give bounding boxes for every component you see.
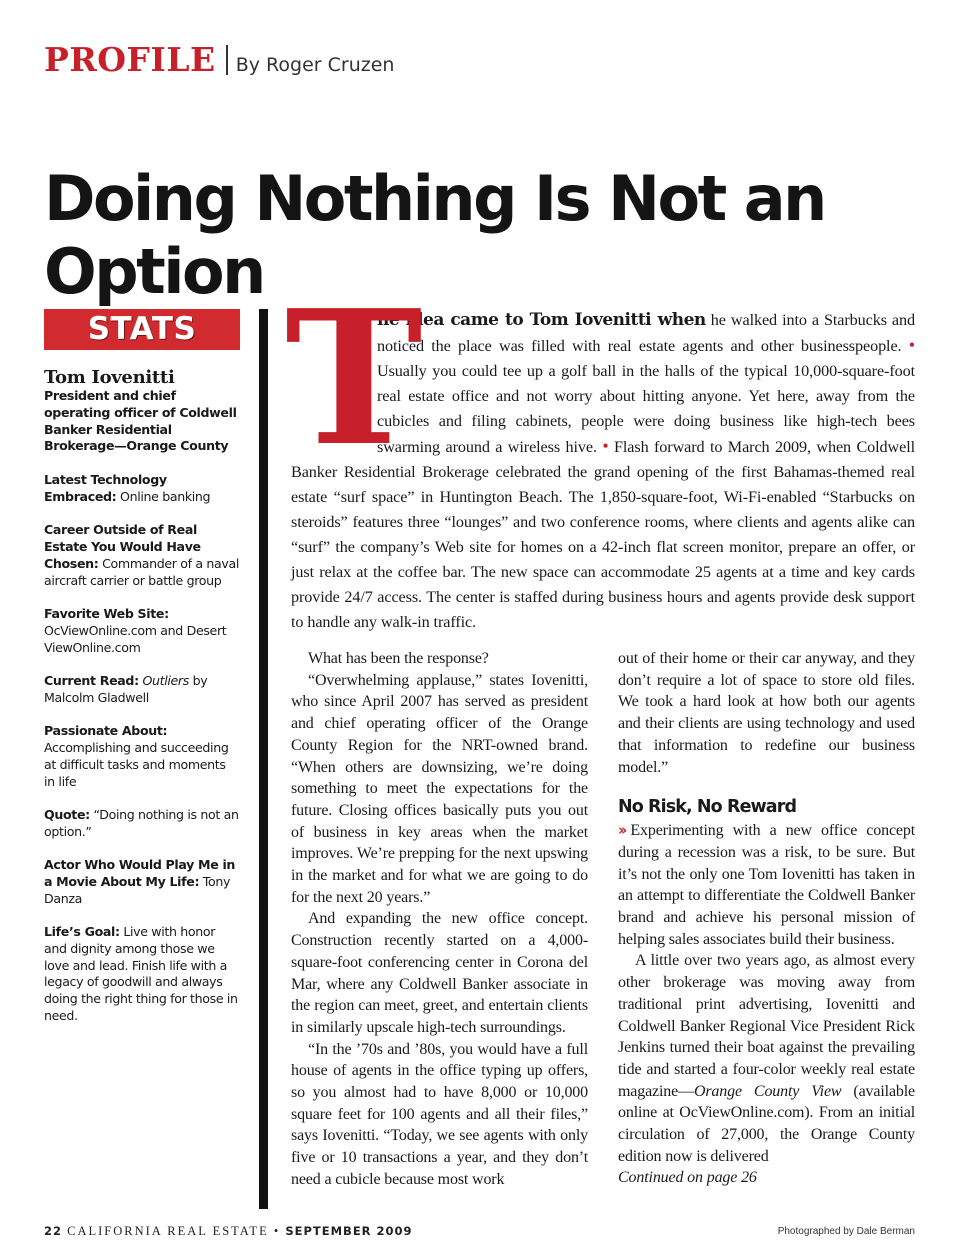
paragraph-text: A little over two years ago, as almost every other brokerage was moving away from traditional print advertising, Iovenitti and Coldwell Banker Regional Vice President Rick Jenkins turned their boat against the prevailing tide and started a four-color weekly real estate magazine— bbox=[618, 952, 915, 1100]
byline: By Roger Cruzen bbox=[235, 54, 395, 76]
headline: Doing Nothing Is Not an Option bbox=[44, 162, 825, 308]
stat-value-italic: Outliers bbox=[142, 672, 189, 688]
lead-text: Usually you could tee up a golf ball in the halls of the typical 10,000-square-foot real estate office and not worry about hitting anyone. Yet here, away from the cubicles and filing cabinets, people were doing business like high-tech bees swarming around a wireless hive. bbox=[377, 362, 915, 456]
paragraph: “Overwhelming applause,” states Iovenitti, who since April 2007 has served as president and chief operating officer of the Orange County Region for the NRT-owned brand. “When others are downsizing, we’re doing something to meet the expectations for the future. Closing offices basically puts you out of business in key areas when the market improves. We’re prepping for the next upswing in the market and for what we are going to do for the next 20 years.” bbox=[291, 671, 588, 906]
folio bbox=[44, 1224, 413, 1239]
folio-dot: • bbox=[273, 1224, 281, 1238]
stat-value: Live with honor and dignity among those we love and lead. Finish life with a legacy of goodwill and always doing the right thing for those in need. bbox=[44, 924, 238, 1024]
stat-value: “Doing nothing is not an option.” bbox=[44, 806, 239, 839]
subhead: No Risk, No Reward bbox=[618, 797, 797, 818]
stat-label: Actor Who Would Play Me in a Movie About My Life: bbox=[44, 857, 236, 889]
drop-cap: T bbox=[285, 269, 423, 487]
stat-item bbox=[44, 673, 240, 707]
vertical-rule bbox=[259, 309, 268, 1209]
stat-value: Accomplishing and succeeding at difficult tasks and moments in life bbox=[44, 739, 229, 789]
bullet-icon: • bbox=[908, 335, 915, 355]
section-header bbox=[44, 40, 394, 80]
stat-item bbox=[44, 522, 240, 589]
photo-credit: Photographed by Dale Berman bbox=[777, 1226, 915, 1237]
stat-label: Life’s Goal: bbox=[44, 924, 120, 940]
stat-label: Career Outside of Real Estate You Would Have Chosen: bbox=[44, 522, 201, 571]
lead-text: Flash forward to March 2009, when Coldwell Banker Residential Brokerage celebrated the grand opening of the first Bahamas-themed real estate “surf space” in Huntington Beach. The 1,850-square-foot, Wi-Fi-enabled “Starbucks on steroids” features three “lounges” and two conference rooms, where clients and agents alike can “surf” the company’s Web site for homes on a 42-inch flat screen monitor, prepare an offer, or just relax at the coffee bar. The new space can accommodate 25 agents at a time and key cards provide 24/7 access. The center is staffed during business hours and agents provide desk support to handle any walk-in traffic. bbox=[291, 438, 916, 631]
stats-banner: STATS bbox=[44, 309, 240, 350]
stat-item bbox=[44, 857, 240, 907]
stat-item bbox=[44, 924, 240, 1025]
stat-item bbox=[44, 723, 240, 790]
stat-value: Commander of a naval aircraft carrier or battle group bbox=[44, 555, 239, 588]
stat-item bbox=[44, 472, 240, 506]
continued-note: Continued on page 26 bbox=[618, 1169, 757, 1187]
chevron-icon: ›› bbox=[618, 821, 625, 840]
lead-text: he walked into a Starbucks and noticed the place was filled with real estate agents and other businesspeople. bbox=[377, 311, 915, 355]
stat-value: by Malcolm Gladwell bbox=[44, 672, 208, 705]
stat-value: Online banking bbox=[116, 488, 211, 504]
stat-label: Favorite Web Site: bbox=[44, 605, 169, 621]
stat-label: Current Read: bbox=[44, 672, 139, 688]
paragraph bbox=[618, 820, 915, 950]
article-lead bbox=[285, 269, 916, 635]
profile-role: President and chief operating officer of Coldwell Banker Residential Brokerage—Orange County bbox=[44, 388, 237, 454]
header-divider bbox=[226, 45, 228, 75]
bullet-icon: • bbox=[602, 436, 609, 456]
stat-item bbox=[44, 606, 240, 656]
paragraph: What has been the response? bbox=[308, 650, 489, 667]
stat-item bbox=[44, 807, 240, 841]
paragraph bbox=[618, 950, 915, 1167]
stat-label: Latest Technology Embraced: bbox=[44, 471, 167, 504]
paragraph: And expanding the new office concept. Construction recently started on a 4,000-square-foot conferencing center in Corona del Mar, where any Coldwell Banker associate in the region can meet, greet, and entertain clients in similarly upscale high-tech surroundings. bbox=[291, 910, 588, 1036]
profile-name: Tom Iovenitti bbox=[44, 367, 175, 388]
stat-label: Quote: bbox=[44, 806, 90, 822]
section-label: PROFILE bbox=[44, 40, 216, 79]
page-number: 22 bbox=[44, 1224, 63, 1238]
stat-label: Passionate About: bbox=[44, 723, 168, 739]
paragraph-text: (available online at OcViewOnline.com). From an initial circulation of 27,000, the Orange County edition now is delivered bbox=[618, 1082, 915, 1165]
stats-sidebar bbox=[44, 309, 240, 1041]
page-footer bbox=[44, 1224, 915, 1242]
magazine-title: Orange County View bbox=[693, 1082, 842, 1100]
paragraph-text: Experimenting with a new office concept during a recession was a risk, to be sure. But it’s not the only one Tom Iovenitti has taken in an attempt to differentiate the Coldwell Banker brand and achieve his personal mission of helping sales associates build their business. bbox=[618, 822, 915, 948]
lead-in: he idea came to Tom Iovenitti when bbox=[377, 310, 706, 330]
paragraph: out of their home or their car anyway, and they don’t require a lot of space to store old files. We took a hard look at how both our agents and their clients are using technology and used that information to redefine our business model.” bbox=[618, 650, 915, 776]
paragraph: “In the ’70s and ’80s, you would have a full house of agents in the office typing up offers, so you almost had to have 8,000 or 10,000 square feet for 100 agents and all their files,” says Iovenitti. “Today, we see agents with only five or 10 transactions a year, and they don’t need a cubicle because most work bbox=[291, 1040, 588, 1188]
issue-date: SEPTEMBER 2009 bbox=[285, 1224, 413, 1238]
article-column-2 bbox=[618, 648, 915, 1189]
article-column-1 bbox=[291, 648, 588, 1191]
publication-name: CALIFORNIA REAL ESTATE bbox=[67, 1224, 269, 1238]
stat-value: Tony Danza bbox=[44, 873, 231, 906]
stat-value: OcViewOnline.com and Desert ViewOnline.com bbox=[44, 622, 227, 655]
